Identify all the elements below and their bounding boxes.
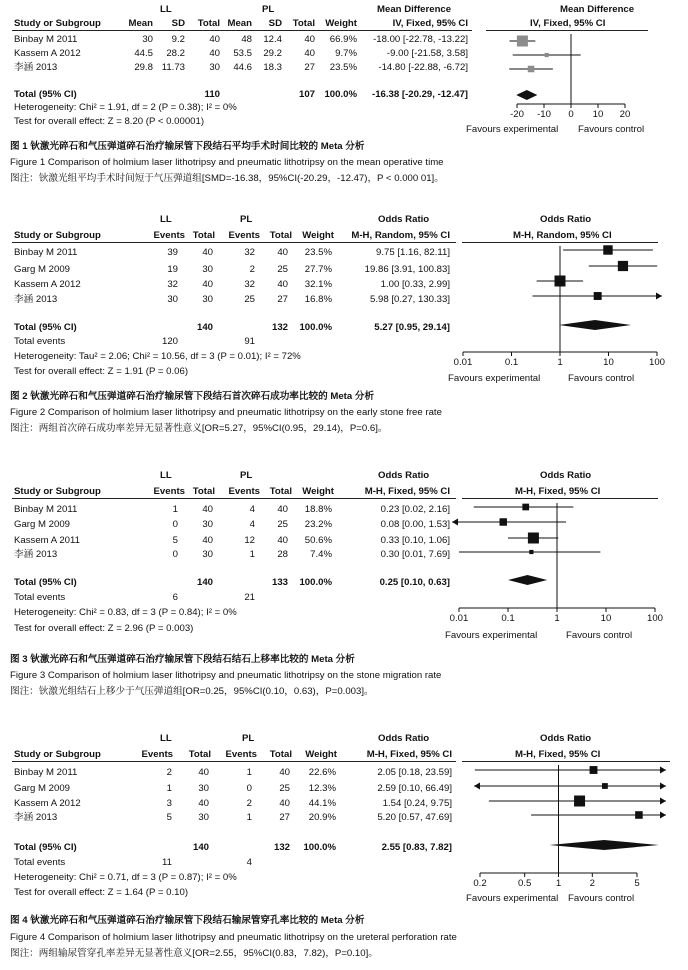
group2-header: PL — [240, 214, 253, 225]
plot-title-right: Odds Ratio — [540, 470, 592, 481]
cell: 2 — [249, 264, 255, 275]
cell-ci: 2.59 [0.10, 66.49] — [377, 783, 452, 794]
cell: 48 — [241, 34, 252, 45]
x-tick-label: 20 — [619, 109, 631, 120]
total-events-label: Total events — [14, 857, 66, 868]
cell-weight: 50.6% — [304, 535, 332, 546]
cell-ci: 9.75 [1.16, 82.11] — [376, 247, 450, 258]
cell-ci: 5.20 [0.57, 47.69] — [377, 812, 452, 823]
favours-left: Favours experimental — [466, 124, 559, 135]
total-weight: 100.0% — [299, 322, 332, 333]
cell: 30 — [202, 294, 213, 305]
col-events2: Events — [225, 749, 257, 760]
total-ci: 5.27 [0.95, 29.14] — [374, 322, 450, 333]
study-name: Kassem A 2012 — [14, 279, 81, 290]
group2-header: PL — [242, 733, 255, 744]
cell: 12 — [244, 535, 255, 546]
col-mean2: Mean — [227, 18, 252, 29]
cell: 0 — [172, 549, 178, 560]
cell: 3 — [166, 798, 172, 809]
col-total2: Total — [269, 486, 292, 497]
caption-en: Figure 4 Comparison of holmium laser lithotripsy and pneumatic lithotripsy on the ureteral perforation rate — [10, 932, 457, 943]
col-events2: Events — [228, 230, 260, 241]
x-tick-label: 0.2 — [473, 878, 487, 889]
x-tick-label: 0.1 — [501, 613, 515, 624]
cell-weight: 12.3% — [308, 783, 336, 794]
total-n1: 110 — [204, 89, 220, 100]
cell-ci: -18.00 [-22.78, -13.22] — [373, 34, 468, 45]
favours-right: Favours control — [568, 893, 635, 904]
cell-weight: 32.1% — [304, 279, 332, 290]
total-label: Total (95% CI) — [14, 322, 77, 333]
cell: 0 — [172, 519, 178, 530]
cell: 1 — [172, 504, 178, 515]
col-study: Study or Subgroup — [14, 486, 101, 497]
cell: 1 — [246, 812, 252, 823]
caption-zh: 图 2 钬激光碎石和气压弹道碎石治疗输尿管下段结石首次碎石成功率比较的 Meta 分析 — [10, 391, 375, 402]
study-name: Garg M 2009 — [14, 519, 70, 530]
study-name: Binbay M 2011 — [14, 504, 78, 515]
x-tick-label: 0.01 — [449, 613, 469, 624]
col-plot-method: M-H, Fixed, 95% CI — [515, 749, 601, 760]
x-tick-label: 5 — [634, 878, 640, 889]
cell: 40 — [277, 247, 288, 258]
total-weight: 100.0% — [299, 577, 332, 588]
heterogeneity: Heterogeneity: Chi² = 0.71, df = 3 (P = 0.87); I² = 0% — [14, 872, 237, 883]
total-n1: 140 — [196, 322, 213, 333]
cell-ci: 0.33 [0.10, 1.06] — [380, 535, 450, 546]
cell: 19 — [167, 264, 178, 275]
col-total1: Total — [192, 230, 215, 241]
x-tick-label: 1 — [555, 878, 562, 889]
point-estimate — [574, 796, 585, 807]
pooled-diamond — [549, 840, 658, 850]
total-events-label: Total events — [14, 336, 66, 347]
total-ci: 0.25 [0.10, 0.63] — [379, 577, 450, 588]
cell: 25 — [244, 294, 255, 305]
col-events2: Events — [228, 486, 260, 497]
group2-header: PL — [240, 470, 253, 481]
cell: 32 — [167, 279, 178, 290]
col-sd1: SD — [171, 18, 185, 29]
study-name: Kassem A 2011 — [14, 535, 80, 546]
cell: 5 — [166, 812, 172, 823]
study-name: Kassem A 2012 — [14, 48, 81, 59]
caption-note: 图注：钬激光组结石上移少于气压弹道组[OR=0.25，95%CI(0.10，0.63)，P=0.003]。 — [10, 686, 374, 697]
total-events-2: 21 — [244, 592, 255, 603]
caption-zh: 图 3 钬激光碎石和气压弹道碎石治疗输尿管下段结石结石上移率比较的 Meta 分析 — [10, 654, 355, 665]
group1-header: LL — [160, 4, 172, 15]
col-sd2: SD — [268, 18, 282, 29]
caption-en: Figure 2 Comparison of holmium laser lithotripsy and pneumatic lithotripsy on the early stone free rate — [10, 407, 442, 418]
total-n2: 132 — [273, 842, 290, 853]
study-name: Garg M 2009 — [14, 264, 70, 275]
col-events1: Events — [153, 230, 185, 241]
cell: 9.2 — [171, 34, 185, 45]
total-events-2: 4 — [246, 857, 252, 868]
plot-title-left: Odds Ratio — [378, 470, 430, 481]
caption-en: Figure 3 Comparison of holmium laser lithotripsy and pneumatic lithotripsy on the stone migration rate — [10, 670, 442, 681]
cell: 28.2 — [166, 48, 185, 59]
cell: 1 — [166, 783, 172, 794]
cell-weight: 66.9% — [329, 34, 357, 45]
cell-ci: 1.00 [0.33, 2.99] — [380, 279, 450, 290]
cell: 27 — [304, 62, 315, 73]
cell: 30 — [202, 519, 213, 530]
cell: 40 — [277, 279, 288, 290]
cell-ci: -9.00 [-21.58, 3.58] — [386, 48, 468, 59]
col-weight: Weight — [305, 749, 337, 760]
study-name: Binbay M 2011 — [14, 34, 78, 45]
overall-effect: Test for overall effect: Z = 1.64 (P = 0.10) — [14, 887, 189, 898]
cell-weight: 16.8% — [304, 294, 332, 305]
cell: 12.4 — [263, 34, 282, 45]
total-events-1: 11 — [162, 857, 172, 868]
cell-ci: 2.05 [0.18, 23.59] — [377, 767, 452, 778]
cell: 40 — [279, 767, 290, 778]
plot-title-right: Odds Ratio — [540, 733, 592, 744]
total-label: Total (95% CI) — [14, 89, 77, 100]
cell: 40 — [202, 247, 213, 258]
total-n2: 133 — [271, 577, 288, 588]
cell-ci: 5.98 [0.27, 130.33] — [369, 294, 450, 305]
cell-ci: 0.23 [0.02, 2.16] — [380, 504, 450, 515]
col-ci: M-H, Random, 95% CI — [351, 230, 450, 241]
favours-left: Favours experimental — [448, 373, 541, 384]
col-mean1: Mean — [128, 18, 153, 29]
col-total1: Total — [197, 18, 220, 29]
point-estimate — [590, 766, 598, 774]
total-n1: 140 — [196, 577, 213, 588]
cell: 40 — [304, 34, 315, 45]
plot-title-right: Odds Ratio — [540, 214, 592, 225]
cell: 30 — [198, 812, 209, 823]
total-ci: -16.38 [-20.29, -12.47] — [372, 89, 468, 100]
x-tick-label: 0.5 — [518, 878, 532, 889]
ci-arrow-right — [660, 783, 666, 790]
group1-header: LL — [160, 733, 172, 744]
cell: 30 — [167, 294, 178, 305]
study-name: Binbay M 2011 — [14, 767, 78, 778]
favours-left: Favours experimental — [466, 893, 559, 904]
x-tick-label: -10 — [537, 109, 551, 120]
col-events1: Events — [141, 749, 173, 760]
col-plot-method: IV, Fixed, 95% CI — [530, 18, 606, 29]
cell-ci: 0.08 [0.00, 1.53] — [380, 519, 450, 530]
caption-zh: 图 1 钬激光碎石和气压弹道碎石治疗输尿管下段结石平均手术时间比较的 Meta 分析 — [10, 141, 365, 152]
cell: 11.73 — [161, 62, 185, 73]
group1-header: LL — [160, 470, 172, 481]
cell: 44.5 — [134, 48, 153, 59]
x-tick-label: 100 — [648, 357, 666, 368]
cell: 30 — [202, 549, 213, 560]
cell-weight: 23.5% — [329, 62, 357, 73]
plot-title-left: Odds Ratio — [378, 733, 430, 744]
cell: 27 — [279, 812, 290, 823]
cell: 32 — [244, 279, 255, 290]
x-tick-label: 2 — [589, 878, 595, 889]
heterogeneity: Heterogeneity: Tau² = 2.06; Chi² = 10.56, df = 3 (P = 0.01); I² = 72% — [14, 351, 301, 362]
x-tick-label: 10 — [603, 357, 614, 368]
cell: 40 — [304, 48, 315, 59]
col-study: Study or Subgroup — [14, 749, 101, 760]
cell: 40 — [209, 48, 220, 59]
col-events1: Events — [153, 486, 185, 497]
cell: 53.5 — [233, 48, 252, 59]
cell-weight: 18.8% — [304, 504, 332, 515]
total-label: Total (95% CI) — [14, 842, 77, 853]
favours-right: Favours control — [566, 630, 633, 641]
col-ci: M-H, Fixed, 95% CI — [366, 749, 452, 760]
overall-effect: Test for overall effect: Z = 8.20 (P < 0.00001) — [14, 116, 205, 127]
cell: 27 — [277, 294, 288, 305]
cell: 40 — [202, 535, 213, 546]
heterogeneity: Heterogeneity: Chi² = 0.83, df = 3 (P = 0.84); I² = 0% — [14, 607, 237, 618]
cell: 40 — [202, 279, 213, 290]
cell: 4 — [249, 504, 255, 515]
favours-right: Favours control — [578, 124, 645, 135]
x-tick-label: 1 — [557, 357, 563, 368]
cell: 0 — [246, 783, 252, 794]
col-weight: Weight — [302, 486, 334, 497]
cell: 40 — [202, 504, 213, 515]
total-weight: 100.0% — [303, 842, 336, 853]
cell: 29.8 — [134, 62, 153, 73]
col-total2: Total — [269, 230, 292, 241]
ci-arrow-left — [474, 783, 480, 790]
cell: 4 — [249, 519, 255, 530]
total-n2: 107 — [298, 89, 315, 100]
plot-title-left: Odds Ratio — [378, 214, 430, 225]
cell: 29.2 — [263, 48, 282, 59]
cell-ci: 0.30 [0.01, 7.69] — [380, 549, 450, 560]
favours-left: Favours experimental — [445, 630, 538, 641]
col-total1: Total — [188, 749, 211, 760]
x-tick-label: 100 — [646, 613, 664, 624]
cell: 2 — [246, 798, 252, 809]
col-study: Study or Subgroup — [14, 230, 101, 241]
cell: 25 — [277, 264, 288, 275]
col-ci: M-H, Fixed, 95% CI — [364, 486, 450, 497]
total-n1: 140 — [192, 842, 209, 853]
col-total2: Total — [269, 749, 292, 760]
point-estimate — [635, 811, 643, 819]
ci-arrow-right — [660, 767, 666, 774]
cell: 5 — [172, 535, 178, 546]
cell-weight: 7.4% — [310, 549, 332, 560]
cell: 25 — [279, 783, 290, 794]
total-events-1: 6 — [172, 592, 178, 603]
cell-ci: -14.80 [-22.88, -6.72] — [378, 62, 468, 73]
plot-title-left: Mean Difference — [377, 4, 452, 15]
cell: 40 — [279, 798, 290, 809]
ci-arrow-right — [660, 798, 666, 805]
cell-ci: 19.86 [3.91, 100.83] — [364, 264, 450, 275]
cell: 1 — [249, 549, 255, 560]
study-name: Garg M 2009 — [14, 783, 70, 794]
total-events-1: 120 — [161, 336, 178, 347]
col-total2: Total — [292, 18, 315, 29]
col-ci: IV, Fixed, 95% CI — [392, 18, 468, 29]
cell: 18.3 — [263, 62, 282, 73]
cell: 2 — [166, 767, 172, 778]
total-weight: 100.0% — [324, 89, 357, 100]
caption-note: 图注：两组首次碎石成功率差异无显著性意义[OR=5.27，95%CI(0.95，29.14)，P=0.6]。 — [10, 423, 388, 434]
cell-weight: 9.7% — [335, 48, 357, 59]
cell-weight: 23.2% — [304, 519, 332, 530]
col-plot-method: M-H, Random, 95% CI — [513, 230, 612, 241]
overall-effect: Test for overall effect: Z = 2.96 (P = 0.003) — [14, 623, 194, 634]
plot-title-right: Mean Difference — [560, 4, 635, 15]
cell: 40 — [209, 34, 220, 45]
x-tick-label: -20 — [510, 109, 524, 120]
x-tick-label: 0.01 — [453, 357, 473, 368]
col-study: Study or Subgroup — [14, 18, 101, 29]
cell: 40 — [198, 798, 209, 809]
col-total1: Total — [192, 486, 215, 497]
cell: 39 — [167, 247, 178, 258]
group2-header: PL — [262, 4, 275, 15]
study-name: 李涵 2013 — [14, 294, 58, 305]
cell: 32 — [244, 247, 255, 258]
caption-note: 图注：两组输尿管穿孔率差异无显著性意义[OR=2.55，95%CI(0.83，7.82)，P=0.10]。 — [10, 948, 378, 959]
caption-en: Figure 1 Comparison of holmium laser lithotripsy and pneumatic lithotripsy on the mean operative time — [10, 157, 444, 168]
cell: 30 — [142, 34, 153, 45]
cell-weight: 27.7% — [304, 264, 332, 275]
cell-weight: 22.6% — [308, 767, 336, 778]
col-plot-method: M-H, Fixed, 95% CI — [515, 486, 601, 497]
total-events-2: 91 — [244, 336, 255, 347]
ci-arrow-right — [660, 812, 666, 819]
cell: 28 — [277, 549, 288, 560]
study-name: Binbay M 2011 — [14, 247, 78, 258]
cell-weight: 20.9% — [308, 812, 336, 823]
study-name: 李涵 2013 — [14, 549, 58, 560]
study-name: Kassem A 2012 — [14, 798, 81, 809]
caption-zh: 图 4 钬激光碎石和气压弹道碎石治疗输尿管下段结石输尿管穿孔率比较的 Meta 分析 — [10, 915, 365, 926]
cell: 44.6 — [233, 62, 252, 73]
total-events-label: Total events — [14, 592, 66, 603]
cell: 40 — [277, 535, 288, 546]
col-weight: Weight — [302, 230, 334, 241]
x-tick-label: 10 — [600, 613, 612, 624]
col-weight: Weight — [325, 18, 357, 29]
point-estimate — [602, 783, 608, 789]
cell: 1 — [246, 767, 252, 778]
cell: 25 — [277, 519, 288, 530]
total-n2: 132 — [271, 322, 288, 333]
heterogeneity: Heterogeneity: Chi² = 1.91, df = 2 (P = 0.38); I² = 0% — [14, 102, 237, 113]
cell-weight: 44.1% — [308, 798, 336, 809]
cell: 30 — [209, 62, 220, 73]
group1-header: LL — [160, 214, 172, 225]
study-name: 李涵 2013 — [14, 812, 58, 823]
x-tick-label: 10 — [592, 109, 604, 120]
overall-effect: Test for overall effect: Z = 1.91 (P = 0.06) — [14, 366, 189, 377]
x-tick-label: 0.1 — [504, 357, 519, 368]
cell-ci: 1.54 [0.24, 9.75] — [382, 798, 452, 809]
total-ci: 2.55 [0.83, 7.82] — [381, 842, 452, 853]
study-name: 李涵 2013 — [14, 62, 58, 73]
cell: 30 — [202, 264, 213, 275]
cell: 40 — [277, 504, 288, 515]
cell: 30 — [198, 783, 209, 794]
x-tick-label: 0 — [568, 109, 574, 120]
cell-weight: 23.5% — [304, 247, 332, 258]
favours-right: Favours control — [568, 373, 635, 384]
x-tick-label: 1 — [554, 613, 560, 624]
total-label: Total (95% CI) — [14, 577, 77, 588]
caption-note: 图注：钬激光组平均手术时间短于气压弹道组[SMD=-16.38，95%CI(-20.29，-12.47)，P < 0.000 01]。 — [10, 173, 444, 184]
cell: 40 — [198, 767, 209, 778]
